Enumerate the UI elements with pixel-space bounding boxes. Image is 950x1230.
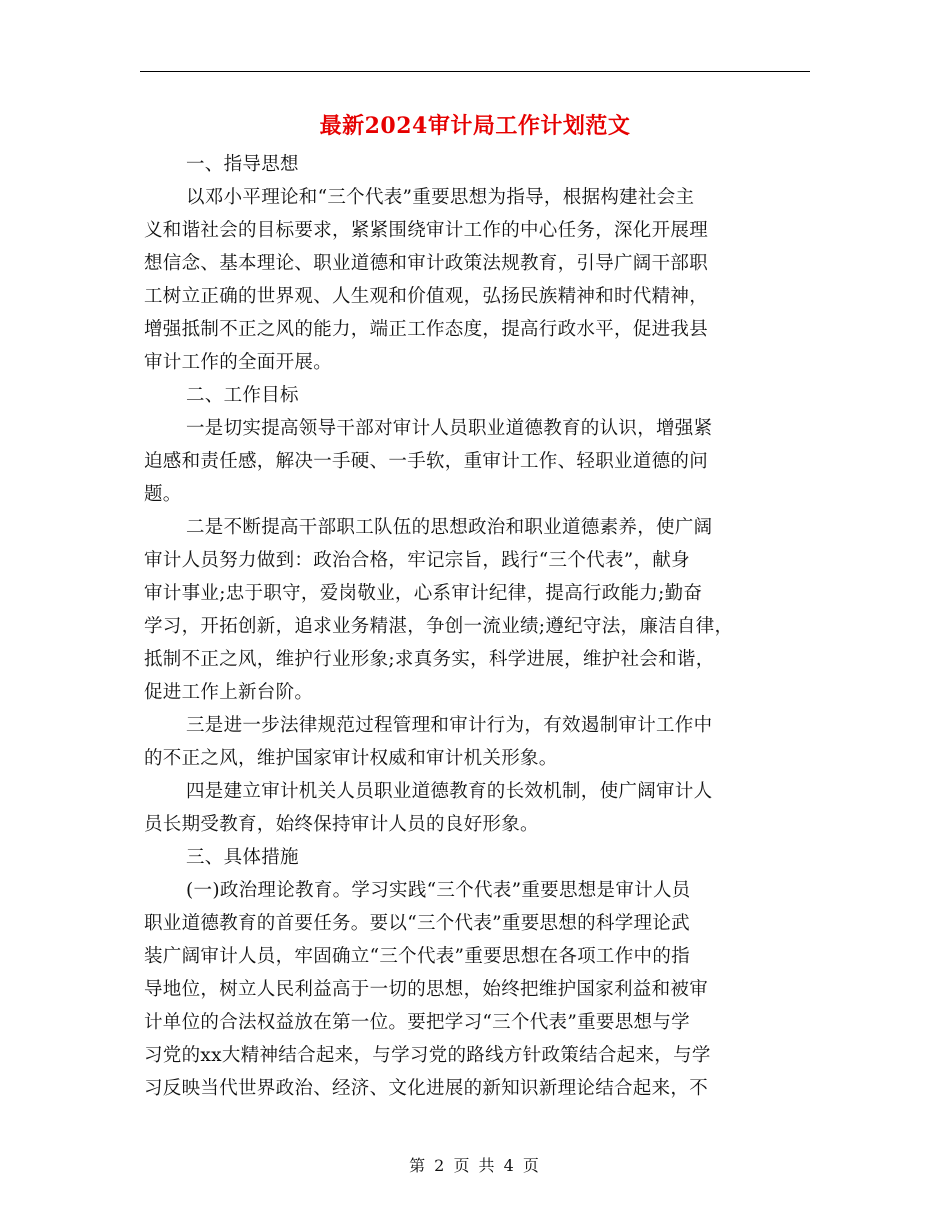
document-body xyxy=(144,148,814,1105)
body-line: 三、具体措施 xyxy=(186,847,299,868)
body-line: 二、工作目标 xyxy=(186,385,299,406)
body-line: 一是切实提高领导干部对审计人员职业道德教育的认识，增强紧 xyxy=(186,418,713,439)
body-line: 习党的xx大精神结合起来，与学习党的路线方针政策结合起来，与学 xyxy=(144,1045,711,1066)
body-line: 员长期受教育，始终保持审计人员的良好形象。 xyxy=(144,814,539,835)
body-line: 学习，开拓创新，追求业务精湛，争创一流业绩;遵纪守法，廉洁自律， xyxy=(144,616,734,637)
body-line: 三是进一步法律规范过程管理和审计行为，有效遏制审计工作中 xyxy=(186,715,713,736)
body-line: 装广阔审计人员，牢固确立“三个代表”重要思想在各项工作中的指 xyxy=(144,946,690,967)
body-line: 工树立正确的世界观、人生观和价值观，弘扬民族精神和时代精神， xyxy=(144,286,709,307)
page-footer: 第 2 页 共 4 页 xyxy=(409,1156,541,1175)
body-line: 以邓小平理论和“三个代表”重要思想为指导，根据构建社会主 xyxy=(186,187,695,208)
body-line: 想信念、基本理论、职业道德和审计政策法规教育，引导广阔干部职 xyxy=(144,253,709,274)
body-line: 迫感和责任感，解决一手硬、一手软，重审计工作、轻职业道德的问 xyxy=(144,451,709,472)
body-line: 计单位的合法权益放在第一位。要把学习“三个代表”重要思想与学 xyxy=(144,1012,690,1033)
body-line: 职业道德教育的首要任务。要以“三个代表”重要思想的科学理论武 xyxy=(144,913,690,934)
body-line: 审计事业;忠于职守，爱岗敬业，心系审计纪律，提高行政能力;勤奋 xyxy=(144,583,703,604)
body-line: (一)政治理论教育。学习实践“三个代表”重要思想是审计人员 xyxy=(186,880,691,901)
body-line: 题。 xyxy=(144,484,182,505)
body-line: 审计人员努力做到：政治合格，牢记宗旨，践行“三个代表”，献身 xyxy=(144,550,690,571)
body-line: 一、指导思想 xyxy=(186,154,299,175)
body-line: 习反映当代世界政治、经济、文化进展的新知识新理论结合起来，不 xyxy=(144,1078,709,1099)
body-line: 四是建立审计机关人员职业道德教育的长效机制，使广阔审计人 xyxy=(186,781,713,802)
body-line: 促进工作上新台阶。 xyxy=(144,682,314,703)
body-line: 导地位，树立人民利益高于一切的思想，始终把维护国家利益和被审 xyxy=(144,979,709,1000)
body-line: 二是不断提高干部职工队伍的思想政治和职业道德素养，使广阔 xyxy=(186,517,713,538)
body-line: 义和谐社会的目标要求，紧紧围绕审计工作的中心任务，深化开展理 xyxy=(144,220,709,241)
header-rule xyxy=(140,71,810,72)
body-line: 抵制不正之风，维护行业形象;求真务实，科学进展，维护社会和谐， xyxy=(144,649,715,670)
body-line: 审计工作的全面开展。 xyxy=(144,352,333,373)
body-line: 的不正之风，维护国家审计权威和审计机关形象。 xyxy=(144,748,558,769)
document-title: 最新2024审计局工作计划范文 xyxy=(319,113,631,139)
body-line: 增强抵制不正之风的能力，端正工作态度，提高行政水平，促进我县 xyxy=(144,319,709,340)
